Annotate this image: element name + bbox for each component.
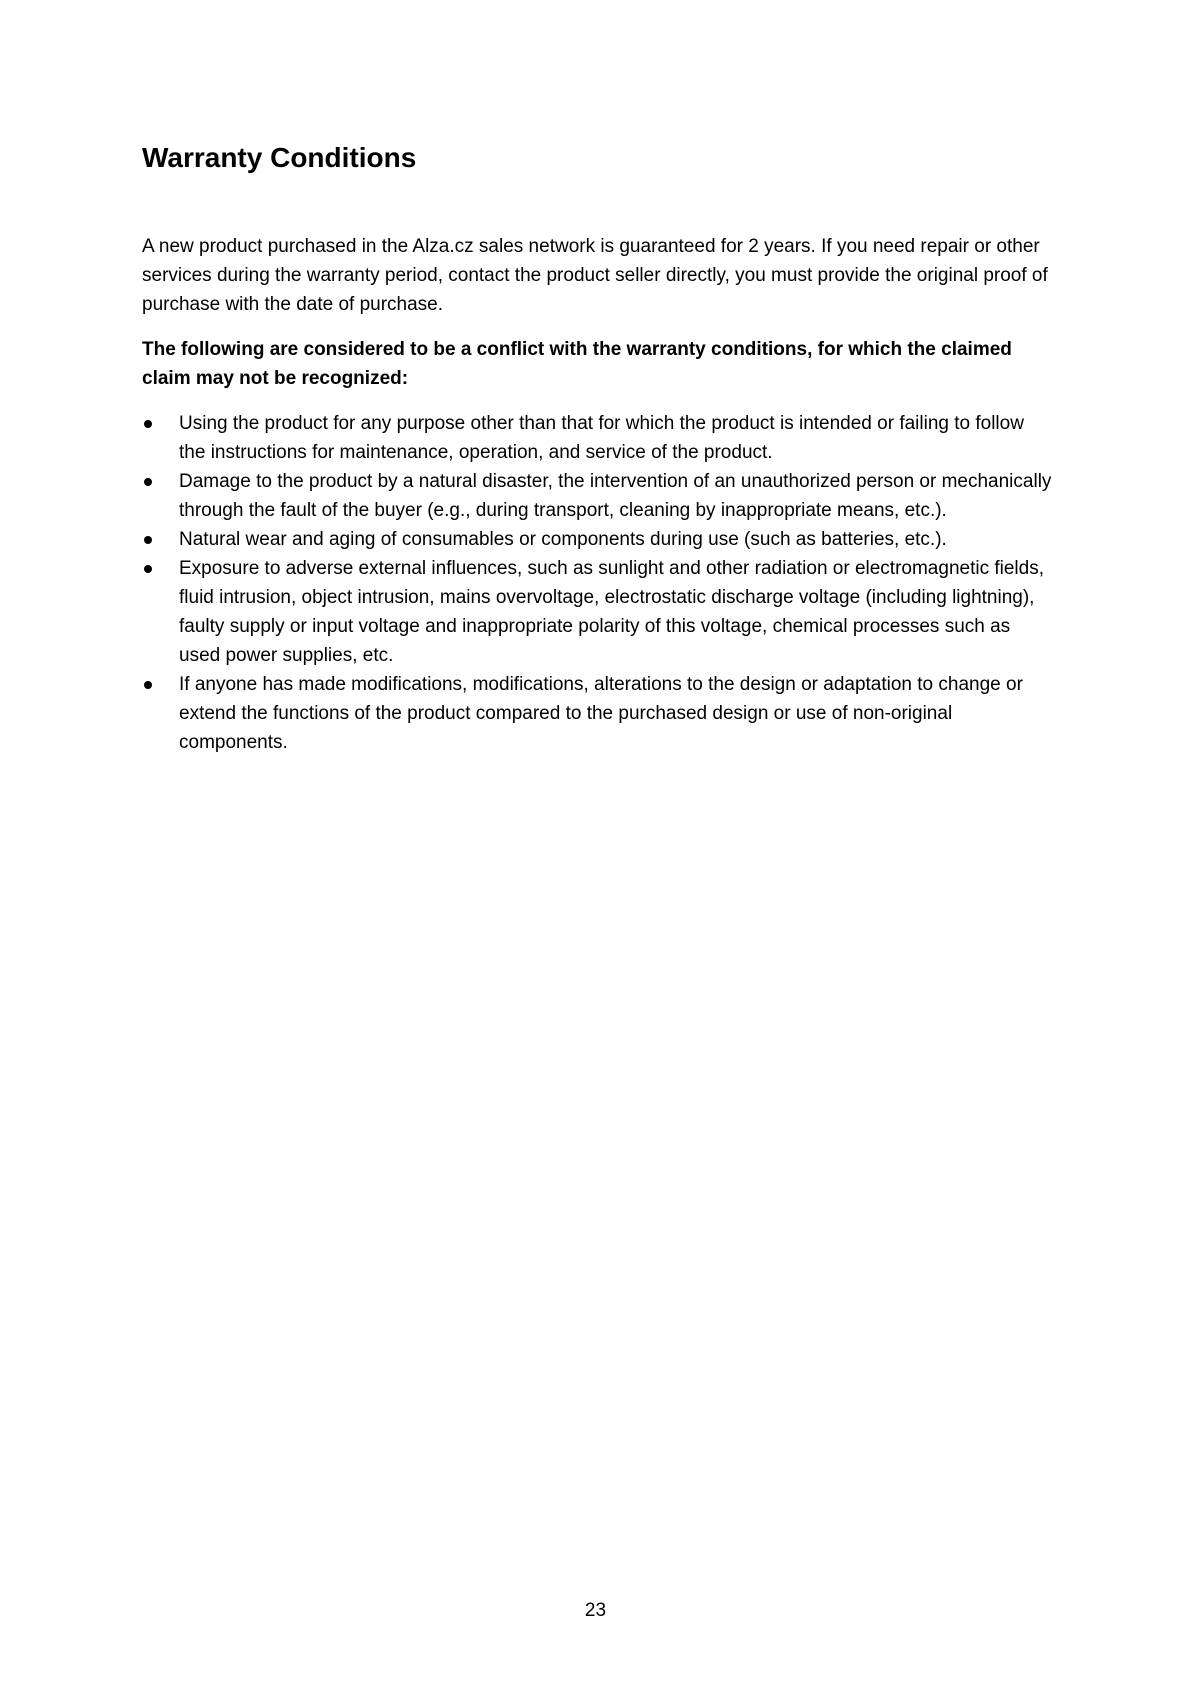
bullet-icon xyxy=(144,536,152,544)
list-item-text: Damage to the product by a natural disaster, the intervention of an unauthorized person or mechanically through the fault of the buyer (e.g., during transport, cleaning by inappropriate means, etc.). xyxy=(179,471,1052,521)
list-item xyxy=(142,554,1052,670)
list-item xyxy=(142,525,1052,554)
intro-paragraph: A new product purchased in the Alza.cz sales network is guaranteed for 2 years. If you need repair or other services during the warranty period, contact the product seller directly, you must provide the original proof of purchase with the date of purchase. xyxy=(142,236,1048,315)
list-item-text: Exposure to adverse external influences, such as sunlight and other radiation or electromagnetic fields, fluid intrusion, object intrusion, mains overvoltage, electrostatic discharge voltage (including lightning), faulty supply or input voltage and inappropriate polarity of this voltage, chemical processes such as used power supplies, etc. xyxy=(179,558,1044,666)
page-title: Warranty Conditions xyxy=(142,142,417,173)
bullet-icon xyxy=(144,681,152,689)
page-number: 23 xyxy=(584,1600,607,1621)
conflict-list xyxy=(142,409,1052,757)
bullet-icon xyxy=(144,478,152,486)
conflict-heading: The following are considered to be a conflict with the warranty conditions, for which the claimed claim may not be recognized: xyxy=(142,339,1012,389)
list-item-text: Natural wear and aging of consumables or components during use (such as batteries, etc.). xyxy=(179,529,947,550)
bullet-icon xyxy=(144,420,152,428)
list-item-text: If anyone has made modifications, modifications, alterations to the design or adaptation to change or extend the functions of the product compared to the purchased design or use of non-original components. xyxy=(179,674,1023,753)
bullet-icon xyxy=(144,565,152,573)
list-item-text: Using the product for any purpose other than that for which the product is intended or failing to follow the instructions for maintenance, operation, and service of the product. xyxy=(179,413,1024,463)
list-item xyxy=(142,409,1052,467)
list-item xyxy=(142,670,1052,757)
page-content xyxy=(142,140,1052,757)
list-item xyxy=(142,467,1052,525)
